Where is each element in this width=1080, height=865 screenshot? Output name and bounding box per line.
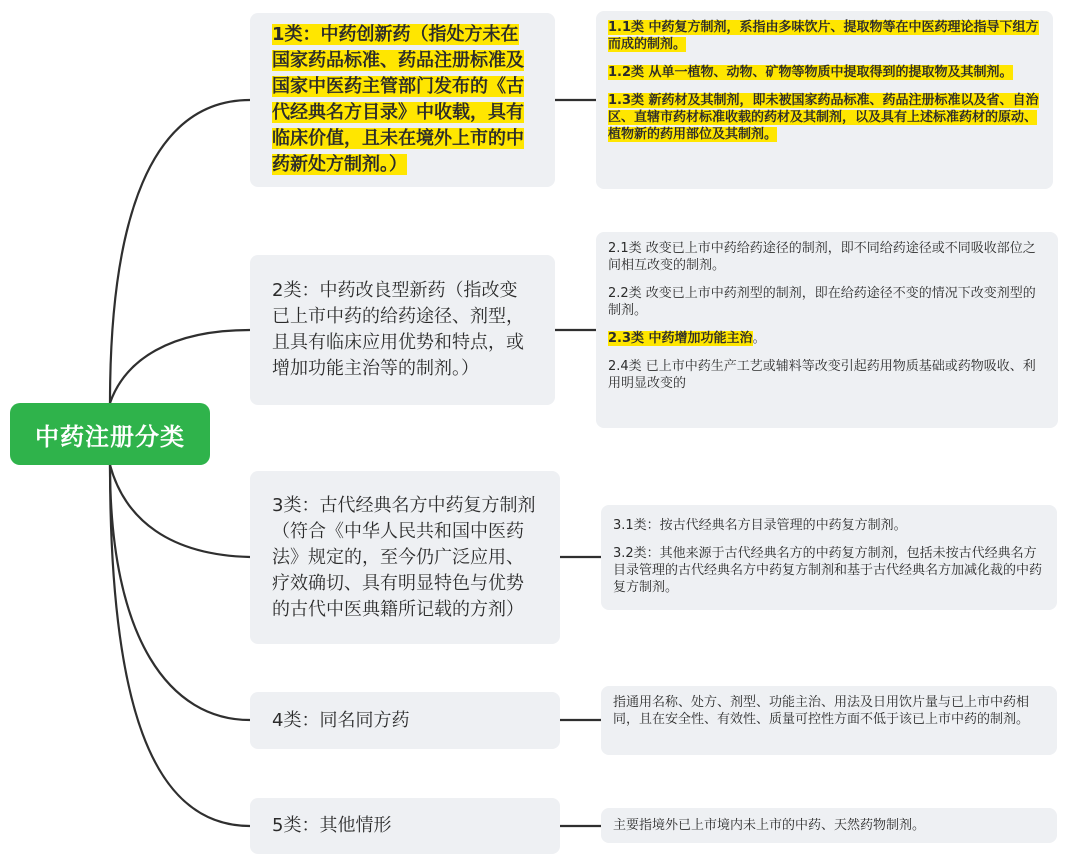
detail-node-5[interactable] — [601, 808, 1057, 843]
detail-1-1: 1.1类 中药复方制剂，系指由多味饮片、提取物等在中医药理论指导下组方而成的制剂。 — [608, 20, 1039, 52]
root-label: 中药注册分类 — [35, 422, 185, 451]
detail-2-1: 2.1类 改变已上市中药给药途径的制剂，即不同给药途径或不同吸收部位之间相互改变的制剂。 — [608, 241, 1036, 273]
detail-3-2: 3.2类：其他来源于古代经典名方的中药复方制剂，包括未按古代经典名方目录管理的古代经典名方中药复方制剂和基于古代经典名方加减化裁的中药复方制剂。 — [613, 546, 1043, 595]
detail-2-3: 2.3类 中药增加功能主治 — [608, 331, 753, 346]
detail-5-1: 主要指境外已上市境内未上市的中药、天然药物制剂。 — [613, 818, 926, 833]
detail-4-1: 指通用名称、处方、剂型、功能主治、用法及日用饮片量与已上市中药相同，且在安全性、有效性、质量可控性方面不低于该已上市中药的制剂。 — [613, 695, 1030, 727]
category-node-5[interactable] — [250, 798, 560, 854]
detail-node-1[interactable] — [596, 11, 1053, 189]
root-node[interactable] — [10, 403, 210, 465]
detail-1-3: 1.3类 新药材及其制剂，即未被国家药品标准、药品注册标准以及省、自治区、直辖市药材标准收载的药材及其制剂，以及具有上述标准药材的原动、植物新的药用部位及其制剂。 — [608, 93, 1039, 142]
detail-2-4: 2.4类 已上市中药生产工艺或辅料等改变引起药用物质基础或药物吸收、利用明显改变的 — [608, 359, 1036, 391]
category-node-4[interactable] — [250, 692, 560, 749]
detail-node-4[interactable] — [601, 686, 1057, 755]
category-1-label: 1类：中药创新药（指处方未在国家药品标准、药品注册标准及国家中医药主管部门发布的《古代经典名方目录》中收载，具有临床价值，且未在境外上市的中药新处方制剂。） — [272, 24, 524, 175]
root-to-cat4-connector — [110, 465, 250, 720]
detail-1-2: 1.2类 从单一植物、动物、矿物等物质中提取得到的提取物及其制剂。 — [608, 65, 1013, 80]
category-node-1[interactable] — [250, 13, 555, 187]
detail-3-1: 3.1类：按古代经典名方目录管理的中药复方制剂。 — [613, 518, 907, 533]
category-node-2[interactable] — [250, 255, 555, 405]
root-to-cat3-connector — [110, 465, 250, 557]
detail-node-3[interactable] — [601, 505, 1057, 610]
detail-2-3-suffix: 。 — [752, 331, 766, 346]
category-4-label: 4类：同名同方药 — [272, 709, 410, 731]
root-to-cat5-connector — [110, 465, 250, 826]
category-3-label: 3类：古代经典名方中药复方制剂（符合《中华人民共和国中医药法》规定的，至今仍广泛应用、疗效确切、具有明显特色与优势的古代中医典籍所记载的方剂） — [272, 494, 536, 620]
root-to-cat2-connector — [110, 330, 250, 403]
root-to-cat1-connector — [110, 100, 250, 403]
category-node-3[interactable] — [250, 471, 560, 644]
category-2-label: 2类：中药改良型新药（指改变已上市中药的给药途径、剂型，且具有临床应用优势和特点，或增加功能主治等的制剂。） — [272, 280, 524, 379]
category-5-label: 5类：其他情形 — [272, 815, 392, 836]
detail-node-2[interactable] — [596, 232, 1058, 428]
detail-2-2: 2.2类 改变已上市中药剂型的制剂，即在给药途径不变的情况下改变剂型的制剂。 — [608, 286, 1036, 318]
